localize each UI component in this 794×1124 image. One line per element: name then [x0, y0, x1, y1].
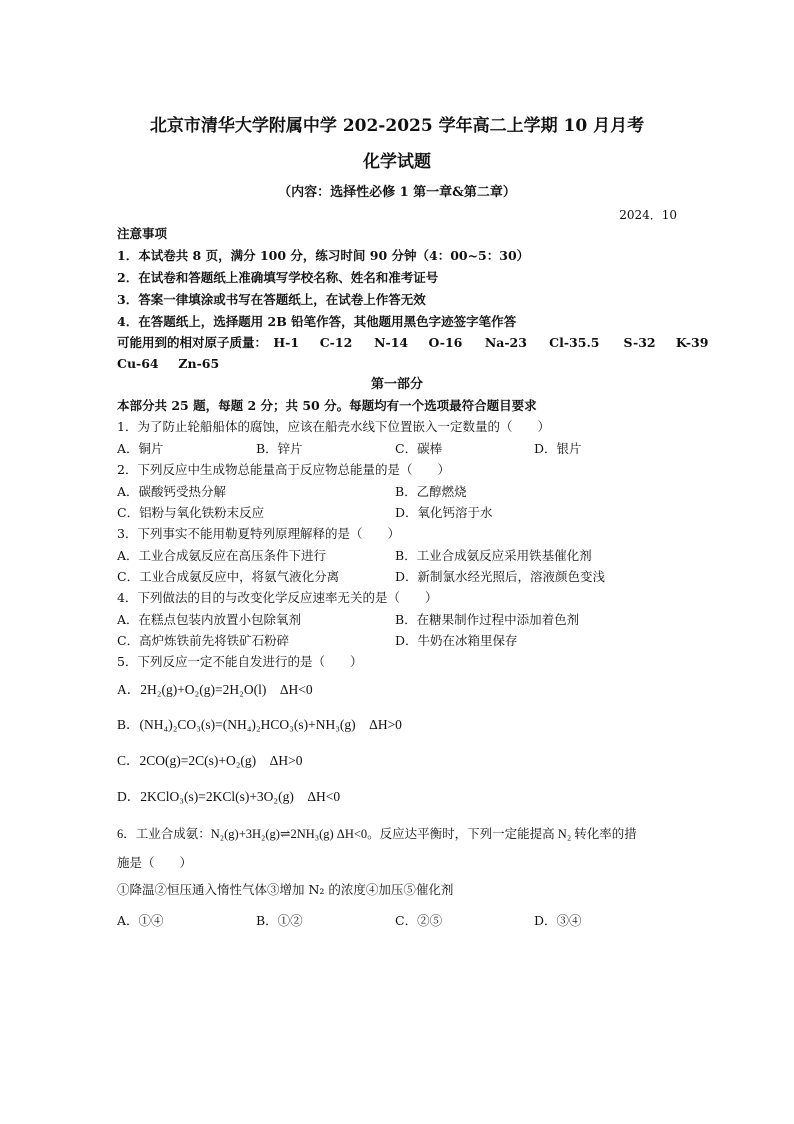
option-c: C．碳棒 [395, 441, 443, 456]
exam-date: 2024．10 [619, 208, 677, 222]
option-a: A．碳酸钙受热分解 [117, 484, 227, 499]
atomic-mass: K-39 [675, 335, 709, 350]
question-stem: 1．为了防止轮船船体的腐蚀，应该在船壳水线下位置嵌入一定数量的（ ） [117, 419, 550, 434]
option-b: B．①② [256, 913, 303, 928]
option-d: D．银片 [534, 441, 582, 456]
notice-heading: 注意事项 [117, 226, 168, 241]
option-b: B．在糖果制作过程中添加着色剂 [395, 612, 580, 627]
notice-item: 1．本试卷共 8 页，满分 100 分，练习时间 90 分钟（4：00~5：30） [117, 248, 530, 263]
question-choices: ①降温②恒压通入惰性气体③增加 N₂ 的浓度④加压⑤催化剂 [117, 882, 454, 897]
option-b: B．乙醇燃烧 [395, 484, 467, 499]
option-d: D．③④ [534, 913, 582, 928]
option-c: C．2CO(g)=2C(s)+O₂(g) ΔH>0 [117, 753, 303, 768]
option-a: A．在糕点包装内放置小包除氧剂 [117, 612, 302, 627]
atomic-mass: Zn-65 [178, 356, 220, 371]
atomic-mass-label: 可能用到的相对原子质量： [117, 335, 268, 350]
atomic-mass: H-1 [273, 335, 300, 350]
atomic-mass: N-14 [374, 335, 409, 350]
question-stem: 5．下列反应一定不能自发进行的是（ ） [117, 654, 363, 669]
part-heading: 第一部分 [370, 377, 423, 392]
question-stem: 3．下列事实不能用勒夏特列原理解释的是（ ） [117, 526, 400, 541]
option-d: D．牛奶在冰箱里保存 [395, 633, 518, 648]
atomic-mass: Cu-64 [117, 356, 159, 371]
exam-subtitle: 化学试题 [363, 152, 431, 172]
option-c: C．工业合成氨反应中，将氨气液化分离 [117, 569, 340, 584]
question-stem: 6．工业合成氨：N₂(g)+3H₂(g)⇌2NH₃(g) ΔH<0。反应达平衡时，下列一定能提高 N₂ 转化率的措 [117, 827, 637, 841]
notice-item: 2．在试卷和答题纸上准确填写学校名称、姓名和准考证号 [117, 270, 439, 285]
atomic-mass-line-2 [117, 356, 219, 372]
option-b: B．锌片 [256, 441, 303, 456]
notice-item: 3．答案一律填涂或书写在答题纸上，在试卷上作答无效 [117, 292, 426, 307]
question-stem: 2．下列反应中生成物总能量高于反应物总能量的是（ ） [117, 462, 450, 477]
part-instructions: 本部分共 25 题，每题 2 分；共 50 分。每题均有一个选项最符合题目要求 [117, 398, 537, 413]
option-d: D．2KClO₃(s)=2KCl(s)+3O₂(g) ΔH<0 [117, 789, 341, 804]
question-stem: 4．下列做法的目的与改变化学反应速率无关的是（ ） [117, 590, 438, 605]
option-d: D．氧化钙溶于水 [395, 505, 493, 520]
atomic-mass: Na-23 [484, 335, 527, 350]
option-a: A．铜片 [117, 441, 164, 456]
exam-title: 北京市清华大学附属中学 202-2025 学年高二上学期 10 月月考 [149, 116, 645, 136]
option-c: C．铝粉与氧化铁粉末反应 [117, 505, 265, 520]
exam-scope: （内容：选择性必修 1 第一章&第二章） [278, 185, 516, 200]
atomic-mass: C-12 [319, 335, 353, 350]
option-b: B．(NH₄)₂CO₃(s)=(NH₄)₂HCO₃(s)+NH₃(g) ΔH>0 [117, 717, 402, 732]
atomic-mass: S-32 [623, 335, 656, 350]
option-d: D．新制氯水经光照后，溶液颜色变浅 [395, 569, 606, 584]
option-c: C．②⑤ [395, 913, 443, 928]
option-a: A．工业合成氨反应在高压条件下进行 [117, 548, 327, 563]
option-b: B．工业合成氨反应采用铁基催化剂 [395, 548, 592, 563]
option-a: A．2H₂(g)+O₂(g)=2H₂O(l) ΔH<0 [117, 682, 313, 697]
question-stem-continued: 施是（ ） [117, 855, 193, 870]
option-a: A．①④ [117, 913, 164, 928]
atomic-mass-line [117, 335, 709, 351]
atomic-mass: Cl-35.5 [549, 335, 600, 350]
atomic-mass: O-16 [428, 335, 463, 350]
notice-item: 4．在答题纸上，选择题用 2B 铅笔作答，其他题用黑色字迹签字笔作答 [117, 314, 517, 329]
option-c: C．高炉炼铁前先将铁矿石粉碎 [117, 633, 290, 648]
